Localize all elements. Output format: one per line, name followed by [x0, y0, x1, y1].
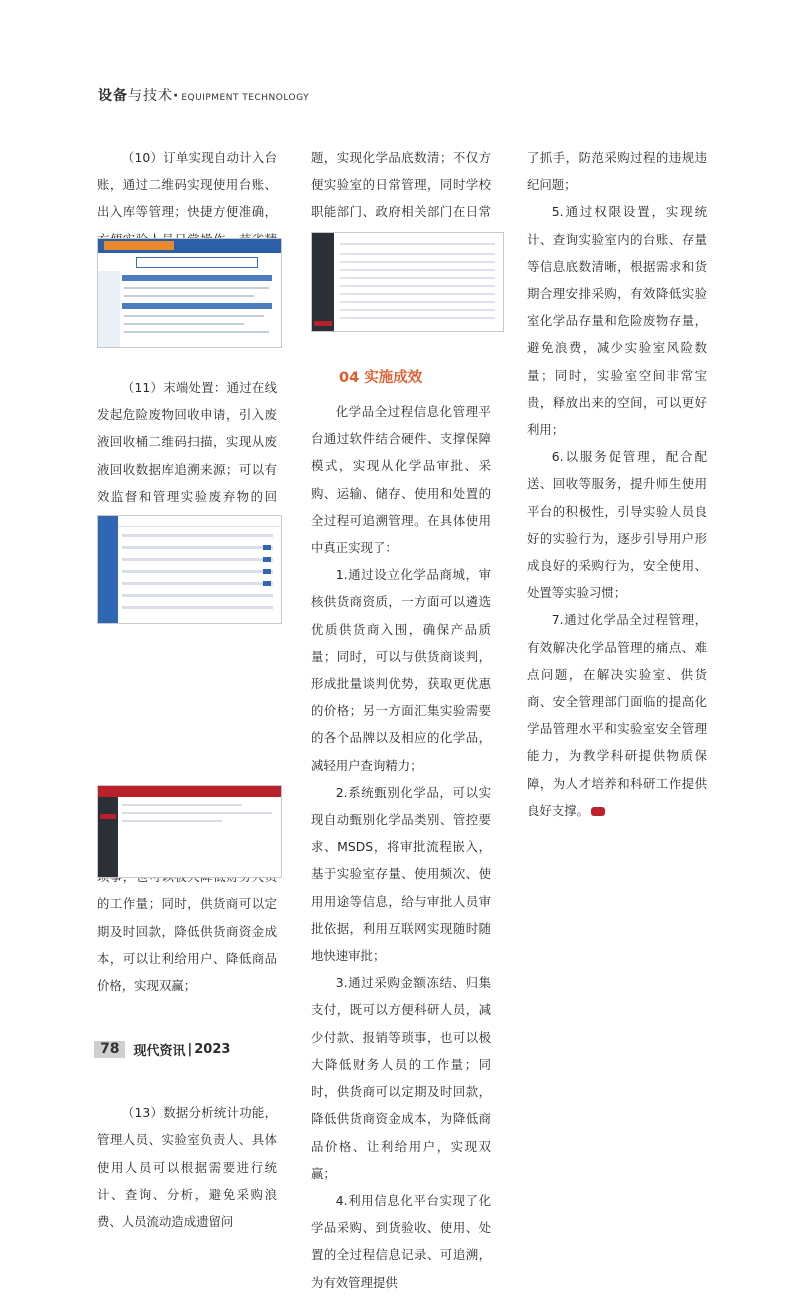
shot-button [263, 545, 271, 550]
shot-sidebar [312, 233, 334, 331]
para-10: （10）订单实现自动计入台账，通过二维码实现使用台账、出入库等管理；快捷方便准确， [97, 150, 277, 220]
end-mark-icon [591, 807, 605, 816]
shot-row [124, 323, 244, 325]
para-item-1: 1.通过设立化学品商城，审核供货商资质，一方面可以遴选优质供货商入围，确保产品质量；同时，可以与供货商谈判，形成批量谈判优势，获取更优惠的价格；另一方面汇集实验需要的各个品牌以及相应的化学品，减轻用户查询精力； [311, 567, 491, 773]
header-title-b: 与技术 [128, 88, 173, 104]
shot-row [124, 295, 254, 297]
magazine-name: 现代资讯 [133, 1044, 186, 1059]
screenshot-payment-settlement [97, 785, 282, 878]
shot-row [122, 606, 273, 609]
shot-row [340, 309, 495, 311]
shot-topbar [98, 786, 281, 797]
para-item-5: 5.通过权限设置，实现统计、查询实验室内的台账、存量等信息底数清晰，根据需求和货期合理安排采购，有效降低实验室化学品存量和危险废物存量，避免浪费，减少实验室风险数量；同时，实验室空间非常宝贵，释放出来的空间，可以更好利用； [527, 204, 707, 438]
header-dot: · [173, 88, 180, 104]
para-cont-2: 了抓手，防范采购过程的违规违纪问题； [527, 150, 707, 193]
shot-row [124, 331, 269, 333]
screenshot-waste-recycling [97, 515, 282, 624]
para-item-2: 2.系统甄别化学品，可以实现自动甄别化学品类别、管控要求、MSDS，将审批流程嵌入，基于实验室存量、使用频次、使用用途等信息，给与审批人员审批依据，利用互联网实现随时随地快速审批； [311, 784, 491, 964]
shot-row [122, 582, 273, 585]
shot-logo [104, 241, 174, 250]
running-header [98, 85, 309, 105]
para-cont: 题，实现化学品底数清；不仅方便实验室的日常管理，同时学校职能部门、政府相关部门在日常 [311, 150, 491, 220]
shot-bar [122, 303, 272, 309]
shot-row [340, 317, 495, 319]
shot-sidebar [98, 271, 120, 347]
screenshot-statistics [311, 232, 504, 332]
header-title-a: 设备 [98, 88, 128, 104]
shot-bar [122, 275, 272, 281]
shot-active-item [100, 814, 116, 819]
shot-topbar [118, 516, 281, 527]
shot-row [340, 269, 495, 271]
shot-row [340, 285, 495, 287]
shot-row [122, 546, 273, 549]
shot-row [340, 293, 495, 295]
para-12: 的工作量；同时，供货商可以定期及时回款，降低供货商资金成本，可以让利给用户、降低商品价格，实现双赢； [97, 896, 277, 994]
para-intro: 化学品全过程信息化管理平台通过软件结合硬件、支撑保障模式，实现从化学品审批、采购、运输、储存、使用和处置的全过程可追溯管理。在具体使用中真正实现了： [311, 404, 491, 556]
screenshot-order-system [97, 238, 282, 348]
column-right [527, 144, 707, 824]
page-footer [94, 1040, 230, 1059]
shot-button [263, 581, 271, 586]
shot-row [340, 277, 495, 279]
shot-active-item [314, 321, 332, 326]
para-item-6: 6.以服务促管理，配合配送、回收等服务，提升师生使用平台的积极性，引导实验人员良好的实验行为，逐步引导用户形成良好的采购行为，安全使用、处置等实验习惯； [527, 449, 707, 601]
shot-row [340, 243, 495, 245]
shot-button [263, 557, 271, 562]
shot-row [124, 315, 264, 317]
section-heading: 04 实施成效 [339, 369, 423, 386]
header-title-en: EQUIPMENT TECHNOLOGY [181, 93, 310, 103]
publication-year: 2023 [194, 1042, 231, 1057]
para-item-4: 4.利用信息化平台实现了化学品采购、到货验收、使用、处置的全过程信息记录、可追溯，为有效管理提供 [311, 1192, 491, 1290]
shot-row [122, 570, 273, 573]
shot-sidebar [98, 516, 118, 623]
para-13: （13）数据分析统计功能，管理人员、实验室负责人、具体使用人员可以根据需要进行统计、查询、分析，避免采购浪费、人员流动造成遗留问 [97, 1105, 277, 1230]
shot-row [122, 820, 222, 822]
shot-row [340, 301, 495, 303]
shot-row [340, 253, 495, 255]
shot-row [122, 558, 273, 561]
para-item-7 [527, 606, 707, 824]
shot-row [122, 594, 273, 597]
shot-search [136, 257, 258, 268]
footer-divider: | [187, 1042, 193, 1057]
shot-row [122, 534, 273, 537]
shot-sidebar [98, 797, 118, 877]
para-item-3: 3.通过采购金额冻结、归集支付，既可以方便科研人员，减少付款、报销等琐事，也可以极大降低财务人员的工作量；同时，供货商可以定期及时回款，降低供货商资金成本，为降低商品价格、让利给用户，实现双赢； [311, 975, 491, 1181]
page-number: 78 [94, 1041, 125, 1058]
shot-button [263, 569, 271, 574]
para-item-7-text: 7.通过化学品全过程管理，有效解决化学品管理的痛点、难点问题，在解决实验室、供货商、安全管理部门面临的提高化学品管理水平和实验室安全管理能力，为教学科研提供物质保障，为人才培养和科研工作提供良好支撑。 [527, 612, 707, 818]
shot-row [124, 287, 269, 289]
shot-row [340, 261, 495, 263]
shot-row [122, 812, 272, 814]
para-11: （11）末端处置：通过在线发起危险废物回收申请，引入废液回收桶二维码扫描，实现从废液回收数据库追溯来源；可以有效监督和管理实验废弃物的回 [97, 380, 277, 504]
shot-row [122, 804, 242, 806]
